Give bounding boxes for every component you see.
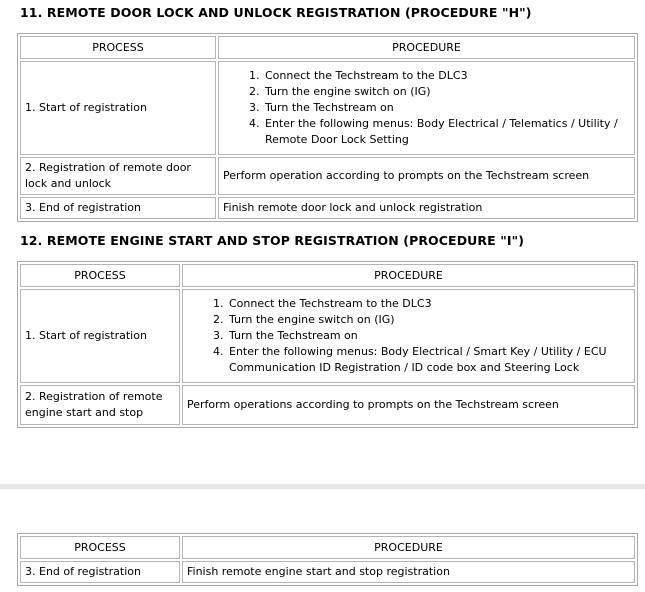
procedure-step: 4. Enter the following menus: Body Electrical / Smart Key / Utility / ECU Communication ID Registration / ID code box and Steering Lock (227, 344, 630, 376)
procedure-step: 3. Turn the Techstream on (227, 328, 630, 344)
procedure-cell (182, 289, 635, 383)
procedure-step: 4. Enter the following menus: Body Electrical / Telematics / Utility / Remote Door Lock Setting (263, 116, 630, 148)
process-cell: 2. Registration of remote engine start and stop (20, 385, 180, 425)
process-column-header: PROCESS (20, 36, 216, 59)
table-row (20, 157, 635, 195)
procedure-steps-list (239, 68, 630, 148)
procedure-cell: Finish remote engine start and stop registration (182, 561, 635, 583)
table-row (20, 561, 635, 583)
section-h-title: 11. REMOTE DOOR LOCK AND UNLOCK REGISTRATION (PROCEDURE "H") (20, 5, 532, 20)
process-column-header: PROCESS (20, 536, 180, 559)
procedure-step: 1. Connect the Techstream to the DLC3 (227, 296, 630, 312)
table-row (20, 61, 635, 155)
process-column-header: PROCESS (20, 264, 180, 287)
section-h-table (17, 33, 638, 222)
procedure-step: 1. Connect the Techstream to the DLC3 (263, 68, 630, 84)
procedure-column-header: PROCEDURE (182, 264, 635, 287)
procedure-step: 2. Turn the engine switch on (IG) (263, 84, 630, 100)
table-header-row (20, 36, 635, 59)
table-header-row (20, 264, 635, 287)
table-header-row (20, 536, 635, 559)
section-i-table (17, 261, 638, 428)
table-row (20, 289, 635, 383)
procedure-steps-list (203, 296, 630, 376)
process-cell: 2. Registration of remote door lock and unlock (20, 157, 216, 195)
process-cell: 3. End of registration (20, 561, 180, 583)
table-row (20, 197, 635, 219)
section-i-continued-table (17, 533, 638, 586)
procedure-column-header: PROCEDURE (182, 536, 635, 559)
table-row (20, 385, 635, 425)
section-i-title: 12. REMOTE ENGINE START AND STOP REGISTRATION (PROCEDURE "I") (20, 233, 525, 248)
procedure-cell (218, 61, 635, 155)
procedure-step: 2. Turn the engine switch on (IG) (227, 312, 630, 328)
page-divider (0, 484, 645, 489)
process-cell: 1. Start of registration (20, 289, 180, 383)
process-cell: 3. End of registration (20, 197, 216, 219)
procedure-cell: Perform operation according to prompts on the Techstream screen (218, 157, 635, 195)
procedure-cell: Finish remote door lock and unlock registration (218, 197, 635, 219)
process-cell: 1. Start of registration (20, 61, 216, 155)
procedure-step: 3. Turn the Techstream on (263, 100, 630, 116)
procedure-cell: Perform operations according to prompts on the Techstream screen (182, 385, 635, 425)
procedure-column-header: PROCEDURE (218, 36, 635, 59)
